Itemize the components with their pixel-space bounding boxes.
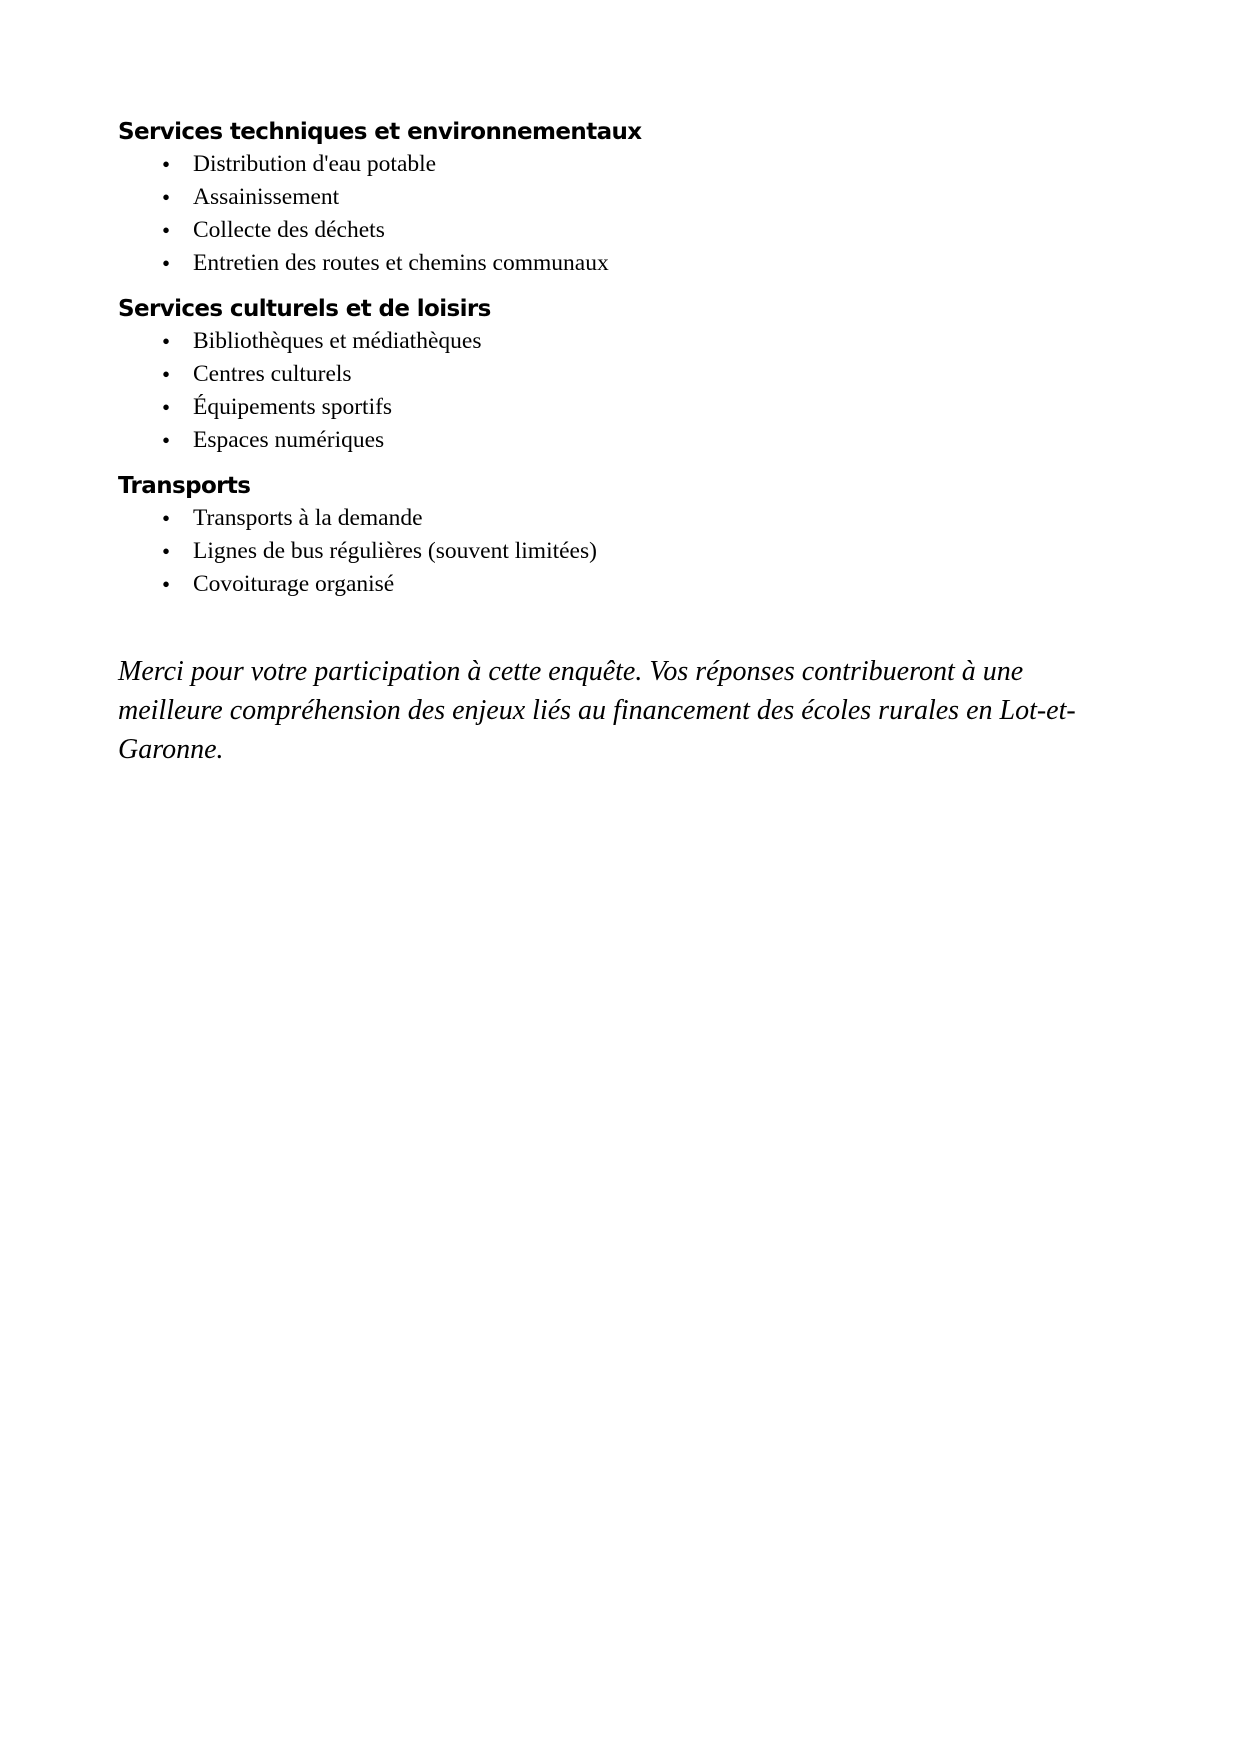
bullet-icon: • — [162, 218, 171, 243]
list-item — [118, 148, 1128, 181]
list-item-text: Transports à la demande — [193, 505, 423, 531]
list-item — [118, 568, 1128, 601]
list-item — [118, 391, 1128, 424]
bullet-icon: • — [162, 506, 171, 531]
document-page — [118, 116, 1128, 769]
list-item-text: Assainissement — [193, 184, 340, 210]
list-item-text: Équipements sportifs — [193, 394, 393, 420]
bullet-icon: • — [162, 185, 171, 210]
bullet-icon: • — [162, 329, 171, 354]
list-item — [118, 424, 1128, 457]
list-item-text: Collecte des déchets — [193, 217, 385, 243]
list-item-text: Bibliothèques et médiathèques — [193, 328, 482, 354]
list-item-text: Espaces numériques — [193, 427, 385, 453]
list-transports — [118, 502, 1128, 601]
section-heading-technical: Services techniques et environnementaux — [118, 119, 642, 145]
bullet-icon: • — [162, 251, 171, 276]
list-item — [118, 247, 1128, 280]
list-item-text: Centres culturels — [193, 361, 352, 387]
bullet-icon: • — [162, 539, 171, 564]
section-heading-cultural: Services culturels et de loisirs — [118, 296, 491, 322]
list-item — [118, 502, 1128, 535]
bullet-icon: • — [162, 572, 171, 597]
list-item-text: Lignes de bus régulières (souvent limitées) — [193, 538, 597, 564]
list-technical-services — [118, 148, 1128, 280]
bullet-icon: • — [162, 362, 171, 387]
list-item-text: Entretien des routes et chemins communaux — [193, 250, 609, 276]
list-item — [118, 535, 1128, 568]
bullet-icon: • — [162, 428, 171, 453]
list-item — [118, 214, 1128, 247]
bullet-icon: • — [162, 152, 171, 177]
list-item — [118, 181, 1128, 214]
section-heading-transports: Transports — [118, 473, 251, 499]
list-item — [118, 325, 1128, 358]
list-item-text: Covoiturage organisé — [193, 571, 395, 597]
list-cultural-services — [118, 325, 1128, 457]
list-item-text: Distribution d'eau potable — [193, 151, 437, 177]
list-item — [118, 358, 1128, 391]
closing-thank-you-note: Merci pour votre participation à cette enquête. Vos réponses contribueront à une meilleure compréhension des enjeux liés au financement des écoles rurales en Lot-et-Garonne. — [118, 656, 1076, 765]
bullet-icon: • — [162, 395, 171, 420]
